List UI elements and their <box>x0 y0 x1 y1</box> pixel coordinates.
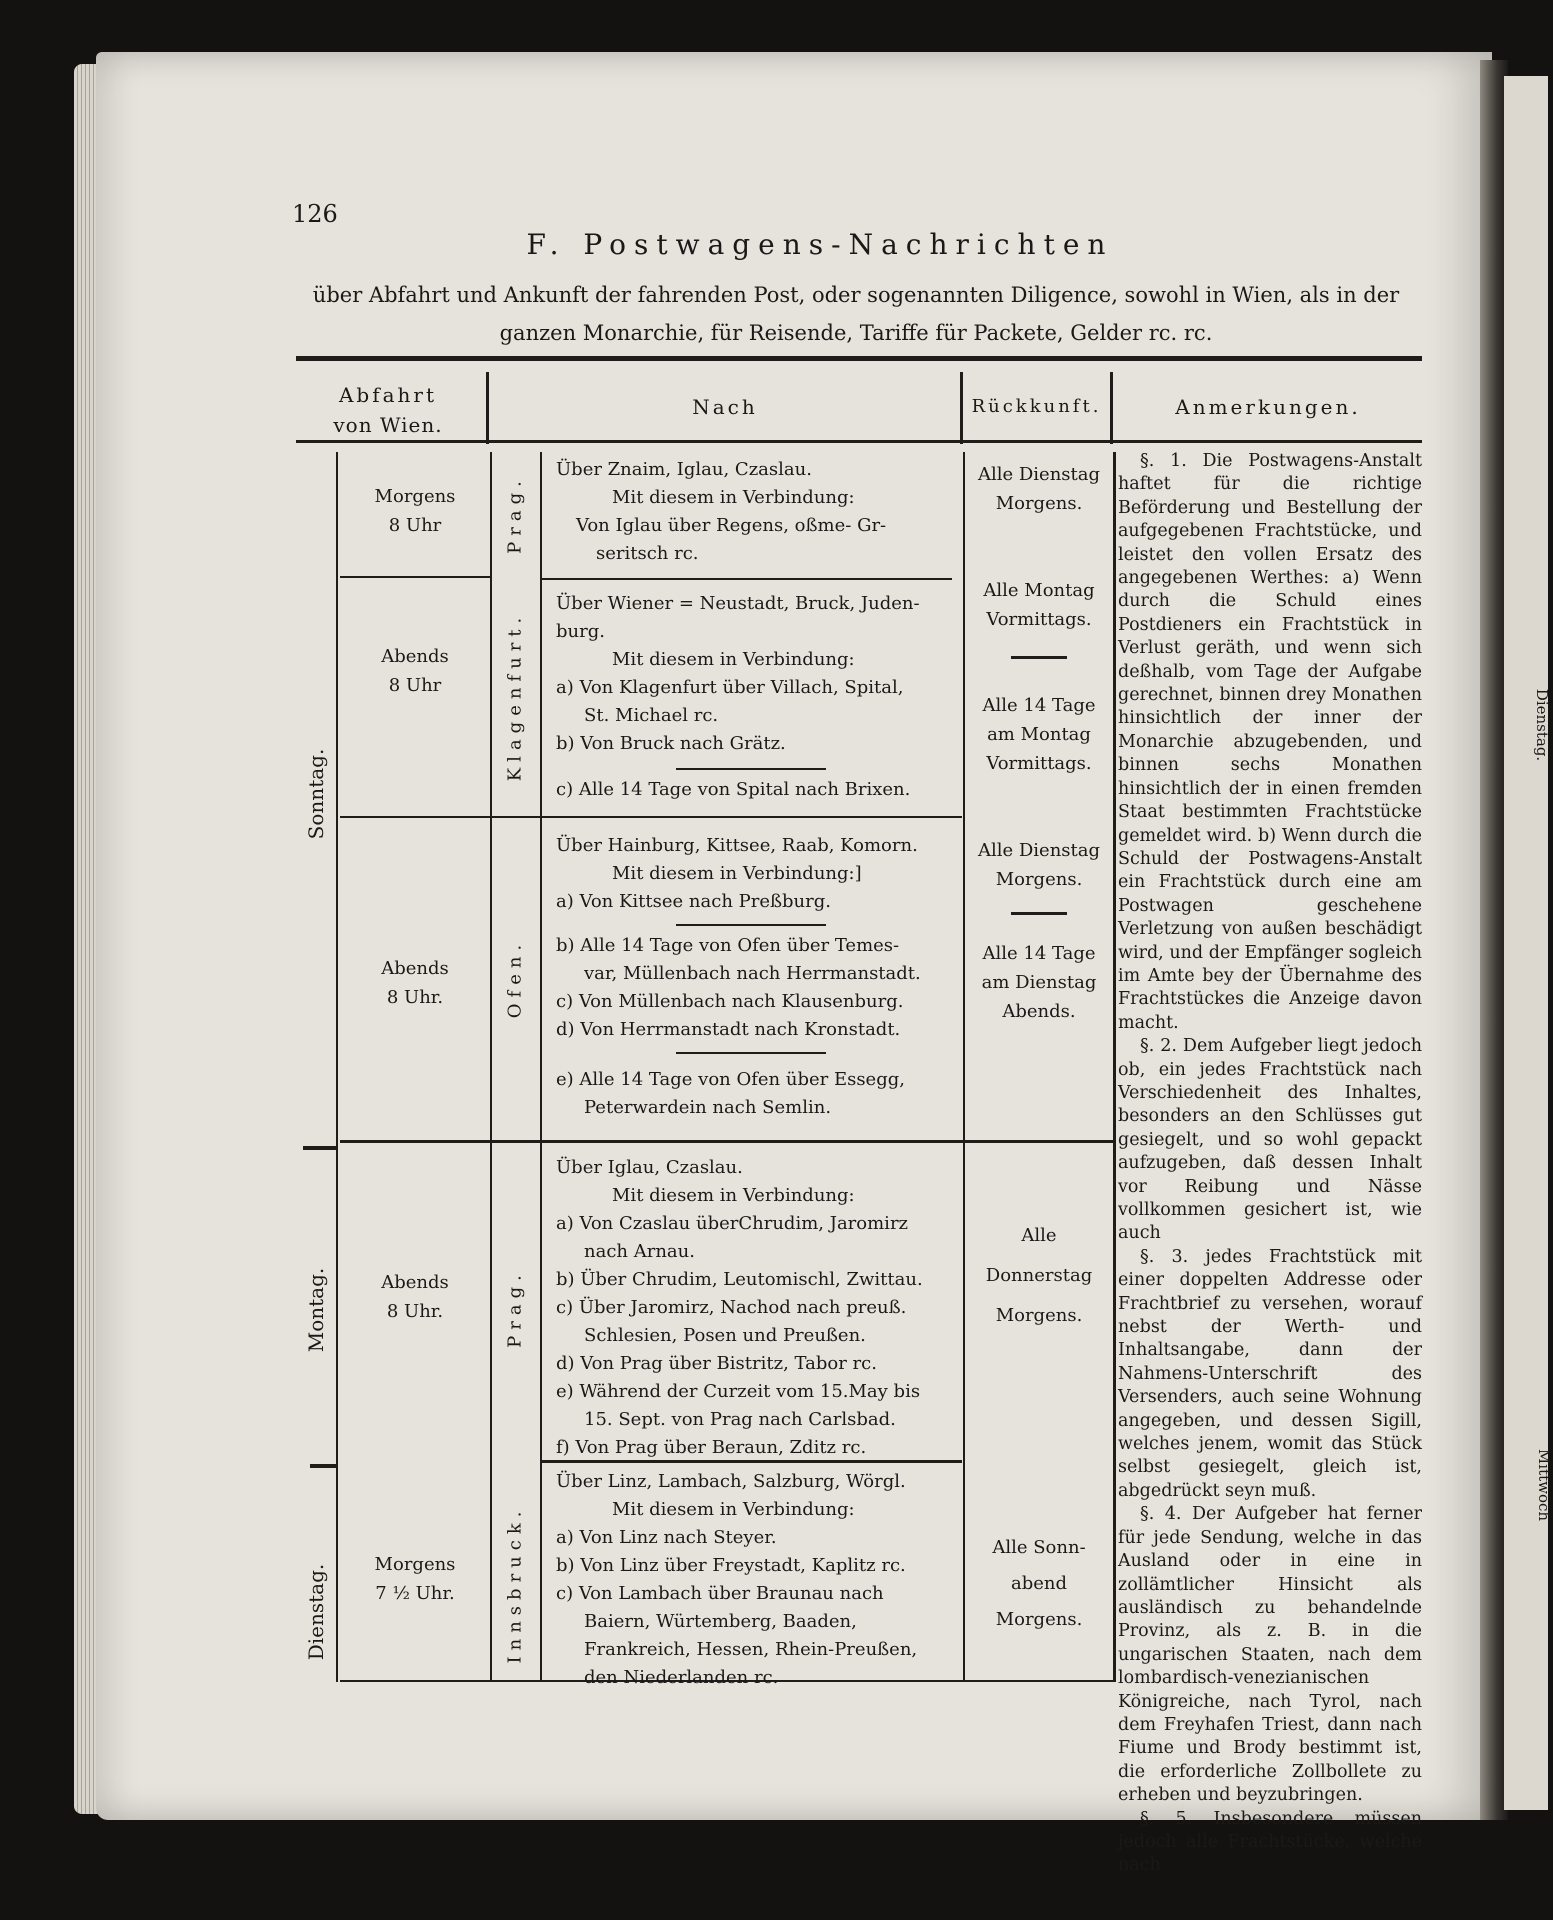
route-3-line-1: Über Hainburg, Kittsee, Raab, Komorn. <box>556 835 918 856</box>
route-1-line-3: Von Iglau über Regens, oßme- Gr- <box>576 515 887 536</box>
route-2-time <box>340 642 490 700</box>
route-5-details <box>556 1468 960 1692</box>
route-4-details <box>556 1154 960 1462</box>
time-column-rule <box>490 452 492 1682</box>
route-1-time <box>340 482 490 540</box>
route-3-details <box>556 832 960 1122</box>
table-top-rule <box>296 356 1422 361</box>
route-2-details <box>556 590 960 804</box>
page-subtitle <box>296 276 1416 352</box>
route-3-return-line-4: am Dienstag <box>981 972 1097 993</box>
route-2-line-5: St. Michael rc. <box>584 705 719 726</box>
route-4-return-line-3: Morgens. <box>995 1305 1083 1326</box>
route-4-return <box>965 1216 1113 1336</box>
note-paragraph-1: §. 1. Die Postwagens-Anstalt haftet für die richtige Beförderung und Bestellung der aufgegebenen Frachtstücke, und leistet den vollen Ersatz des angegebenen Werthes: a) Wenn durch die Schuld eines Postdieners ein Frachtstück in Verlust geräth, und wenn sich deßhalb, vom Tage der Aufgabe gerechnet, binnen drey Monathen hinsichtlich der inner der Monarchie abzugebenden, und binnen sechs Monathen hinsichtlich der in einen fremden Staat bestimmten Frachtstücke gemeldet wird. b) Wenn durch die Schuld der Postwagens-Anstalt ein Frachtstück durch eine am Postwagen geschehene Verletzung von außen beschädigt wird, und der Empfänger sogleich im Amte bey der Übernahme des Frachtstückes die Anzeige davon macht. <box>1118 451 1422 1033</box>
route-2-return-line-1: Alle Montag <box>983 580 1095 601</box>
route-1-destination: Prag. <box>504 475 526 554</box>
subtitle-line-1: über Abfahrt und Ankunft der fahrenden Post, oder sogenannten Diligence, sowohl in Wien, als in der <box>312 283 1400 307</box>
notes-column <box>1118 450 1422 1878</box>
route-2-return-line-5: Vormittags. <box>986 753 1092 774</box>
route-5-return <box>965 1530 1113 1638</box>
next-page-label-b: Mittwoch <box>1535 1448 1553 1522</box>
header-rueckkunft: Rückkunft. <box>971 396 1102 417</box>
route-3-line-2: Mit diesem in Verbindung:] <box>612 863 862 884</box>
route-1-time-line-1: Morgens <box>374 486 456 507</box>
day-tick-2 <box>310 1464 336 1468</box>
route-2-return-line-2: Vormittags. <box>986 609 1092 630</box>
route-1-line-2: Mit diesem in Verbindung: <box>612 487 855 508</box>
route-2-line-7: c) Alle 14 Tage von Spital nach Brixen. <box>556 779 911 800</box>
table-header-rule <box>296 440 1422 443</box>
route-3-return-line-5: Abends. <box>1002 1001 1076 1022</box>
route-2-time-line-2: 8 Uhr <box>388 675 442 696</box>
day-tick-1 <box>303 1146 337 1150</box>
route-5-return-line-1: Alle Sonn- <box>992 1537 1086 1558</box>
destination-column-rule <box>540 452 542 1682</box>
route-3-return-line-2: Morgens. <box>995 869 1083 890</box>
route-3-line-5: var, Müllenbach nach Herrmanstadt. <box>584 963 921 984</box>
route-1-details <box>556 456 960 568</box>
route-2-return-line-3: Alle 14 Tage <box>982 695 1096 716</box>
day-column-rule <box>336 452 338 1682</box>
route-4-return-line-1: Alle <box>1021 1225 1057 1246</box>
header-abfahrt-line-2: von Wien. <box>333 413 443 437</box>
route-1-return-line-1: Alle Dienstag <box>977 464 1101 485</box>
day-montag: Montag. <box>304 1267 328 1353</box>
route-5-time-line-2: 7 ½ Uhr. <box>375 1583 455 1604</box>
route-3-line-3: a) Von Kittsee nach Preßburg. <box>556 891 831 912</box>
route-4-line-5: b) Über Chrudim, Leutomischl, Zwittau. <box>556 1269 923 1290</box>
route-4-time-line-1: Abends <box>381 1272 449 1293</box>
route-3-line-8: e) Alle 14 Tage von Ofen über Essegg, <box>556 1069 905 1090</box>
route-2-line-4: a) Von Klagenfurt über Villach, Spital, <box>556 677 904 698</box>
route-5-line-8: den Niederlanden rc. <box>584 1667 779 1688</box>
next-page-label-a: Dienstag. <box>1533 688 1552 762</box>
route-2-line-1: Über Wiener = Neustadt, Bruck, Juden- <box>556 593 920 614</box>
route-3-time-line-1: Abends <box>381 958 449 979</box>
row-sep-3 <box>340 1140 1115 1143</box>
route-5-line-7: Frankreich, Hessen, Rhein-Preußen, <box>584 1639 918 1660</box>
route-2-line-2: burg. <box>556 621 605 642</box>
header-nach: Nach <box>692 395 758 419</box>
route-5-return-line-3: Morgens. <box>995 1609 1083 1630</box>
route-3-separator-2 <box>676 1052 826 1054</box>
route-5-return-line-2: abend <box>1010 1573 1068 1594</box>
route-3-time-line-2: 8 Uhr. <box>386 987 444 1008</box>
route-5-line-5: c) Von Lambach über Braunau nach <box>556 1583 884 1604</box>
subtitle-line-2: ganzen Monarchie, für Reisende, Tariffe für Packete, Gelder rc. rc. <box>499 321 1213 345</box>
note-paragraph-3: §. 3. jedes Frachtstück mit einer doppelten Addresse oder Frachtbrief zu versehen, worauf nebst der Werth- und Inhaltsangabe, dann der Nahmens-Unterschrift des Versenders, auch seine Wohnung angegeben, und dessen Sigill, welches jenem, womit das Stück selbst gesiegelt, gleich ist, abgedrückt seyn muß. <box>1118 1246 1422 1501</box>
route-5-line-2: Mit diesem in Verbindung: <box>612 1499 855 1520</box>
page-title: F. Postwagens-Nachrichten <box>526 228 1114 261</box>
header-divider-1 <box>486 372 489 444</box>
route-4-line-9: e) Während der Curzeit vom 15.May bis <box>556 1381 921 1402</box>
route-5-time-line-1: Morgens <box>374 1554 456 1575</box>
next-page-edge <box>1504 76 1553 1810</box>
route-3-return-line-3: Alle 14 Tage <box>982 943 1096 964</box>
route-1-time-line-2: 8 Uhr <box>388 515 442 536</box>
route-5-time <box>340 1550 490 1608</box>
header-abfahrt-line-1: Abfahrt <box>338 383 438 407</box>
route-2-time-line-1: Abends <box>381 646 449 667</box>
route-3-destination: Ofen. <box>504 938 526 1019</box>
route-4-time <box>340 1268 490 1326</box>
route-5-line-3: a) Von Linz nach Steyer. <box>556 1527 777 1548</box>
day-dienstag: Dienstag. <box>304 1563 328 1661</box>
header-anmerkungen: Anmerkungen. <box>1175 395 1361 419</box>
route-1-return-line-2: Morgens. <box>995 493 1083 514</box>
route-3-line-7: d) Von Herrmanstadt nach Kronstadt. <box>556 1019 901 1040</box>
row-sep-2 <box>340 816 962 818</box>
route-4-time-line-2: 8 Uhr. <box>386 1301 444 1322</box>
route-2-return-line-4: am Montag <box>987 724 1091 745</box>
route-3-return-dash <box>1011 912 1067 915</box>
route-4-destination: Prag. <box>504 1269 526 1348</box>
row-sep-route-1 <box>542 578 952 580</box>
header-abfahrt <box>290 380 486 440</box>
route-4-return-line-2: Donnerstag <box>985 1265 1093 1286</box>
route-3-separator-1 <box>676 924 826 926</box>
day-sonntag: Sonntag. <box>304 748 328 840</box>
route-4-line-6: c) Über Jaromirz, Nachod nach preuß. <box>556 1297 907 1318</box>
route-2-line-6: b) Von Bruck nach Grätz. <box>556 733 786 754</box>
route-5-line-1: Über Linz, Lambach, Salzburg, Wörgl. <box>556 1471 906 1492</box>
note-paragraph-4: §. 4. Der Aufgeber hat ferner für jede Sendung, welche in das Ausland oder in eine in zollämtlicher Hinsicht als ausländisch zu behandelnde Provinz, als z. B. in die ungarischen Staaten, nach dem lombardisch-venezianischen Königreiche, nach Tyrol, nach dem Freyhafen Triest, dann nach Fiume und Brody bestimmt ist, die erforderliche Zollbollete zu erheben und beyzubringen. <box>1118 1504 1422 1806</box>
return-column-rule <box>1113 452 1116 1682</box>
route-3-line-9: Peterwardein nach Semlin. <box>584 1097 832 1118</box>
route-1-line-4: seritsch rc. <box>596 543 699 564</box>
route-5-destination: Innsbruck. <box>504 1505 526 1664</box>
route-2-separator <box>676 768 826 770</box>
page-number: 126 <box>292 200 338 228</box>
route-4-line-10: 15. Sept. von Prag nach Carlsbad. <box>584 1409 896 1430</box>
route-2-return <box>965 576 1113 778</box>
row-sep-time-1 <box>340 576 490 578</box>
route-4-line-7: Schlesien, Posen und Preußen. <box>584 1325 866 1346</box>
route-2-destination: Klagenfurt. <box>504 611 526 782</box>
route-1-line-1: Über Znaim, Iglau, Czaslau. <box>556 459 812 480</box>
note-paragraph-2: §. 2. Dem Aufgeber liegt jedoch ob, ein jedes Frachtstück nach Verschiedenheit des Inhaltes, besonders an den Schlüsses gut gesiegelt, und so wohl gepackt aufzugeben, daß dessen Inhalt vor Reibung und Nässe vollkommen gesichert ist, wie auch <box>1118 1036 1422 1244</box>
route-2-return-dash <box>1011 656 1067 659</box>
route-4-line-4: nach Arnau. <box>584 1241 695 1262</box>
route-4-line-2: Mit diesem in Verbindung: <box>612 1185 855 1206</box>
route-3-time <box>340 954 490 1012</box>
route-4-line-1: Über Iglau, Czaslau. <box>556 1157 743 1178</box>
note-paragraph-5: §. 5. Insbesondere müssen jedoch alle Frachtstücke, welche nach <box>1118 1808 1422 1876</box>
route-4-line-8: d) Von Prag über Bistritz, Tabor rc. <box>556 1353 877 1374</box>
route-4-line-11: f) Von Prag über Beraun, Zditz rc. <box>556 1437 867 1458</box>
route-1-return <box>965 460 1113 518</box>
route-3-return-line-1: Alle Dienstag <box>977 840 1101 861</box>
route-5-line-4: b) Von Linz über Freystadt, Kaplitz rc. <box>556 1555 906 1576</box>
route-4-line-3: a) Von Czaslau überChrudim, Jaromirz <box>556 1213 909 1234</box>
route-3-line-6: c) Von Müllenbach nach Klausenburg. <box>556 991 904 1012</box>
route-3-line-4: b) Alle 14 Tage von Ofen über Temes- <box>556 935 900 956</box>
route-2-line-3: Mit diesem in Verbindung: <box>612 649 855 670</box>
route-5-line-6: Baiern, Würtemberg, Baaden, <box>584 1611 857 1632</box>
route-3-return <box>965 836 1113 1026</box>
